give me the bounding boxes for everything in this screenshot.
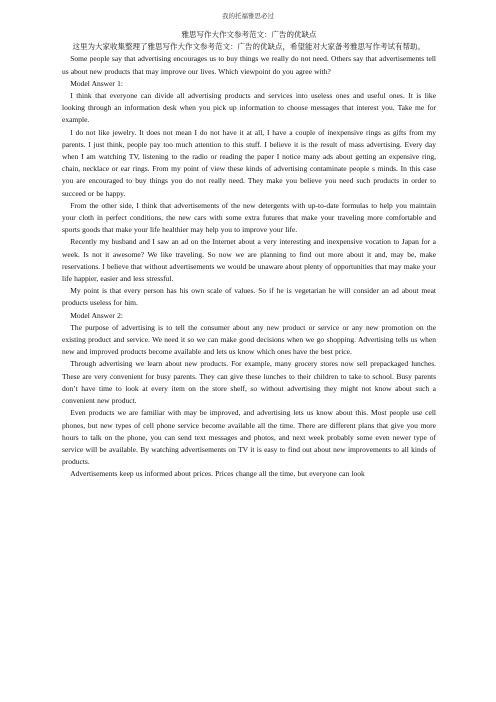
body-paragraph: I do not like jewelry. It does not mean I do not have it at all, I have a couple of inexpensive rings as gifts from my parents. I just think, people pay too much attention to this stuff. I believe it is the result of mass advertising. Every day when I am watching TV, listening to the radio or reading the paper I notice many ads about getting an expensive ring, chain, necklace or ear rings. From my point of view these kinds of advertising contaminate people s minds. In this case you are encouraged to buy things you do not really need. They make you believe you need such products in order to succeed or be happy. <box>62 127 436 198</box>
body-paragraph: My point is that every person has his own scale of values. So if he is vegetarian he will consider an ad about meat products useless for him. <box>62 286 436 308</box>
model-answer-heading: Model Answer 2: <box>70 310 123 320</box>
body-paragraph: The purpose of advertising is to tell the consumer about any new product or service or any new promotion on the existing product and service. We need it so we can make good decisions when we go shopping. Advertising tells us when new and improved products become available and lets us know which ones have the best price. <box>62 322 436 357</box>
body-paragraph: From the other side, I think that advertisements of the new detergents with up-to-date formulas to help you maintain your cloth in perfect conditions, the new cars with some extra futures that make your traveling more comfortable and sports goods that make your life healthier may help you to improve your life. <box>62 200 436 235</box>
model-answer-heading: Model Answer 1: <box>70 78 123 88</box>
body-paragraph: I think that everyone can divide all advertising products and services into useless ones and useful ones. It is like looking through an information desk when you pick up information to choose messages that interest you. Take me for example. <box>62 91 436 125</box>
document-body <box>62 29 436 481</box>
intro-paragraph: 这里为大家收集整理了雅思写作大作文参考范文：广告的优缺点，希望能对大家备考雅思写作考试有帮助。 <box>72 42 425 52</box>
body-paragraph: Advertisements keep us informed about prices. Prices change all the time, but everyone can look <box>70 469 365 479</box>
body-paragraph: Through advertising we learn about new products. For example, many grocery stores now sell prepackaged lunches. These are very convenient for busy parents. They can give these lunches to their children to take to school. Busy parents don’t have time to look at every item on the store shelf, so without advertising they might not know about such a convenient new product. <box>62 359 436 406</box>
body-paragraph: Recently my husband and I saw an ad on the Internet about a very interesting and inexpensive vocation to Japan for a week. Is not it awesome? We like traveling. So now we are planning to find out more about it and, may be, make reservations. I believe that without advertisements we would be unaware about plenty of opportunities that may make your life happier, easier and less stressful. <box>62 237 436 284</box>
document-title: 雅思写作大作文参考范文：广告的优缺点 <box>181 30 317 39</box>
running-header: 我的托福雅思必过 <box>222 13 274 20</box>
question-paragraph: Some people say that advertising encourages us to buy things we really do not need. Others say that advertisements tell us about new products that may improve our lives. Which viewpoint do you agree with? <box>62 54 436 76</box>
body-paragraph: Even products we are familiar with may be improved, and advertising lets us know about this. Most people use cell phones, but new types of cell phone service become available all the time. There are different plans that give you more hours to talk on the phone, you can send text messages and photos, and next week probably some even newer type of service will be available. By watching advertisements on TV it is easy to find out about new improvements to all kinds of products. <box>62 408 436 467</box>
